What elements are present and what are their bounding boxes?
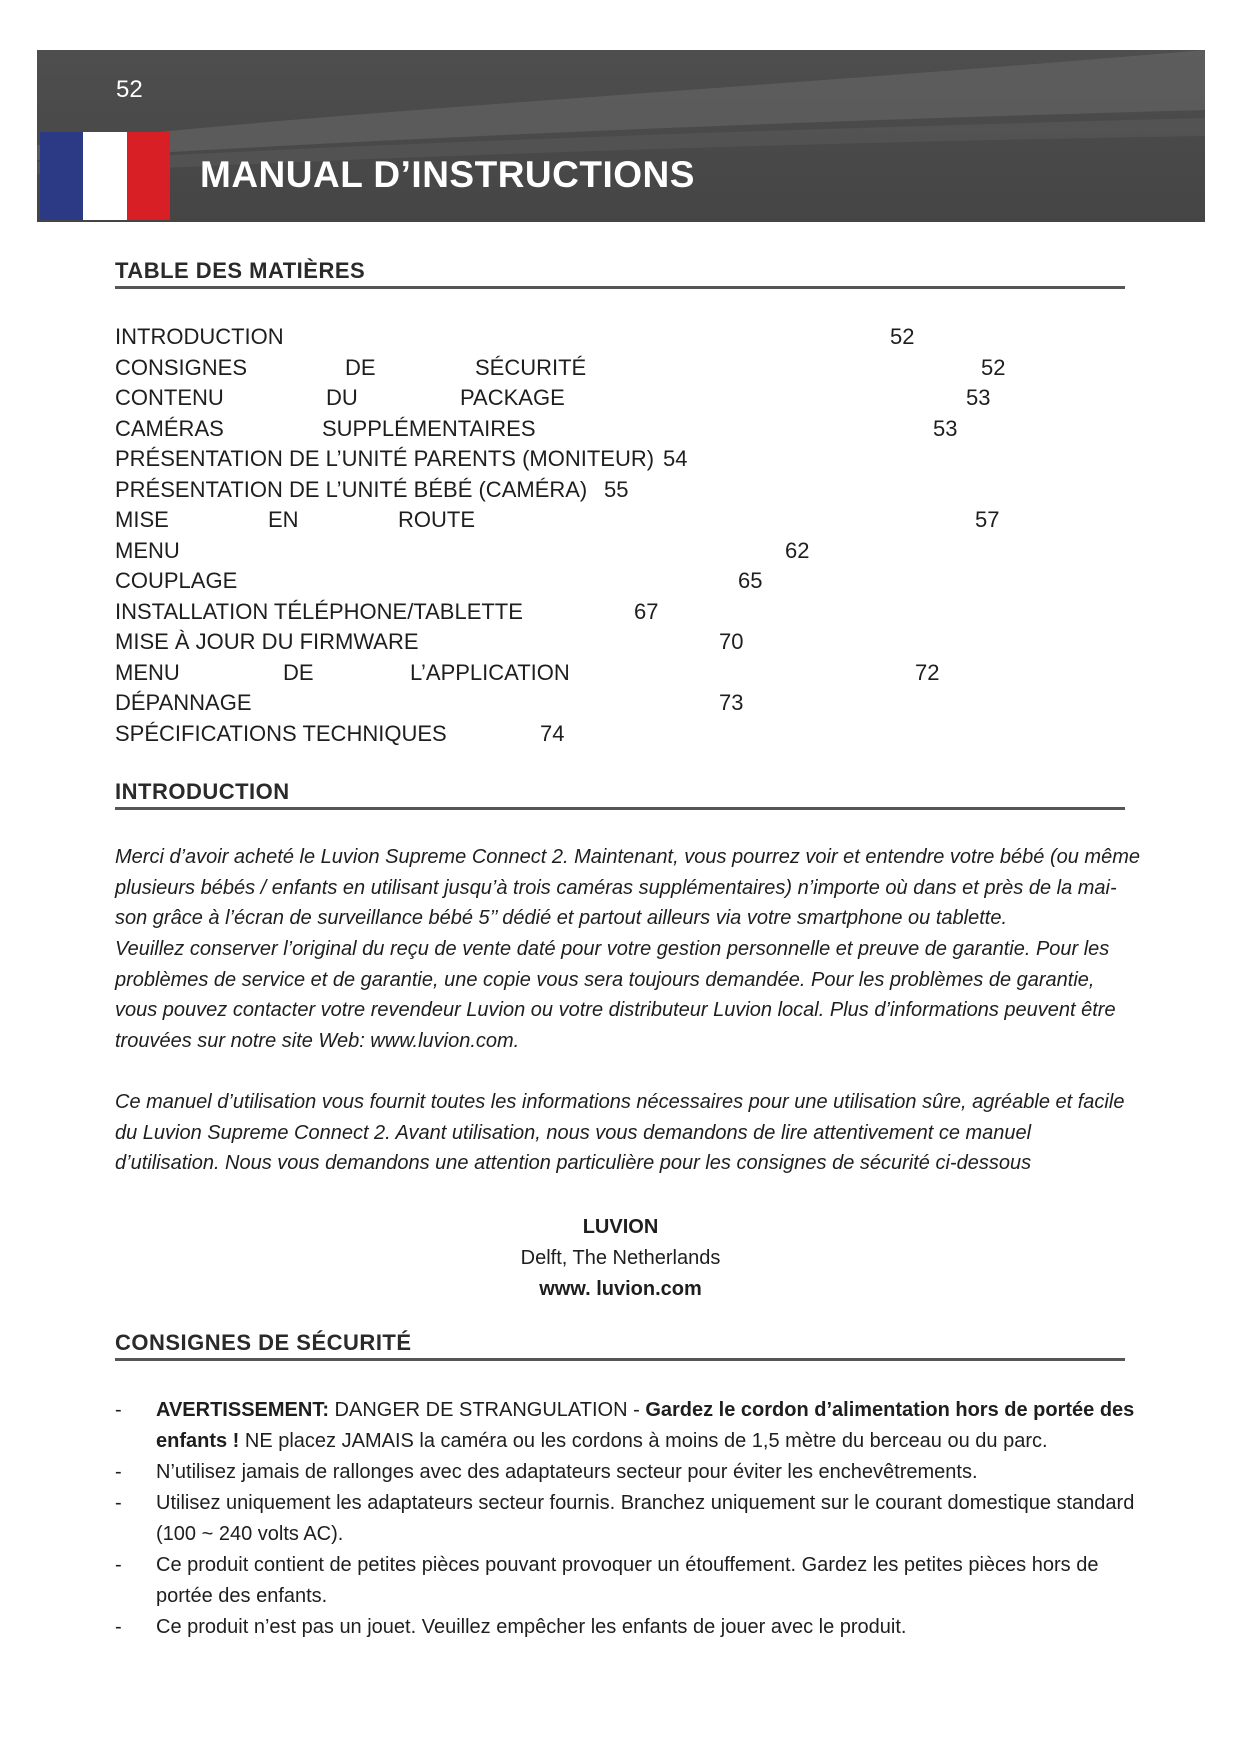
toc-entry-word: CONTENU [115,385,224,410]
list-dash: - [115,1461,122,1483]
toc-entry-title: DÉPANNAGE [115,690,252,715]
toc-entry-page: 74 [540,721,565,746]
toc-entry-word: DE [345,355,376,380]
french-flag [40,132,170,220]
toc-entry-page: 52 [981,355,1006,380]
toc-entry-page: 54 [663,446,688,471]
toc-entry-title: PRÉSENTATION DE L’UNITÉ BÉBÉ (CAMÉRA) [115,477,588,502]
page-title: MANUAL D’INSTRUCTIONS [200,154,695,195]
header-swoosh [37,50,1205,222]
company-website[interactable]: www. luvion.com [539,1278,702,1300]
warning-rest-text: NE placez JAMAIS la caméra ou les cordons à moins de 1,5 mètre du berceau ou du parc. [239,1430,1048,1452]
toc-entry-word: PACKAGE [460,385,565,410]
list-dash: - [115,1554,122,1576]
safety-heading: CONSIGNES DE SÉCURITÉ [115,1330,1125,1361]
safety-item-text: Ce produit n’est pas un jouet. Veuillez empêcher les enfants de jouer avec le produit. [156,1616,907,1638]
toc-entry-title: MENU [115,538,180,563]
safety-item-text: Utilisez uniquement les adaptateurs secteur fournis. Branchez uniquement sur le courant domestique standard (100 ~ 240 volts AC). [156,1492,1135,1545]
toc-entry-page: 53 [933,416,958,441]
header-bar [37,50,1205,222]
company-name: LUVION [582,1216,659,1238]
toc-entry-title: INSTALLATION TÉLÉPHONE/TABLETTE [115,599,523,624]
flag-white-stripe [83,132,126,220]
list-dash: - [115,1492,122,1514]
toc-entry-page: 70 [719,629,744,654]
toc-entry-word: MISE [115,507,169,532]
toc-entry-title: MISE À JOUR DU FIRMWARE [115,629,419,654]
introduction-heading: INTRODUCTION [115,779,1125,810]
toc-entry-word: DE [283,660,314,685]
safety-item-text: Ce produit contient de petites pièces pouvant provoquer un étouffement. Gardez les petites pièces hors de portée des enfants. [156,1554,1099,1607]
toc-entry-page: 72 [915,660,940,685]
flag-blue-stripe [40,132,83,220]
safety-item [115,1612,1135,1643]
warning-label: AVERTISSEMENT: [156,1399,329,1421]
flag-red-stripe [127,132,170,220]
toc-entry-page: 73 [719,690,744,715]
page-number: 52 [116,76,143,103]
toc-entry-title: INTRODUCTION [115,324,284,349]
toc-entry-word: SUPPLÉMENTAIRES [322,416,536,441]
safety-item [115,1457,1135,1488]
toc-entry-word: MENU [115,660,180,685]
toc-entry-page: 53 [966,385,991,410]
toc-entry-title: SPÉCIFICATIONS TECHNIQUES [115,721,447,746]
list-dash: - [115,1616,122,1638]
toc-entry-page: 55 [604,477,629,502]
warning-bold-text: Gardez le cordon d’alimentation hors de portée des enfants ! [156,1399,1135,1452]
toc-entry-page: 67 [634,599,659,624]
intro-paragraph-1: Merci d’avoir acheté le Luvion Supreme Connect 2. Maintenant, vous pourrez voir et entendre votre bébé (ou même plusieurs bébés / enfants en utilisant jusqu’à trois caméras supplémentaires) n’importe où dans et près de la mai-son grâce à l’écran de surveillance bébé 5’’ dédié et partout ailleurs via votre smartphone ou tablette. [115,846,1140,929]
list-dash: - [115,1399,122,1421]
toc-heading: TABLE DES MATIÈRES [115,258,1125,289]
intro-paragraph-2: Veuillez conserver l’original du reçu de vente daté pour votre gestion personnelle et preuve de garantie. Pour les problèmes de service et de garantie, une copie vous sera toujours demandée. Pour les problèmes de garantie, vous pouvez contacter votre revendeur Luvion ou votre distributeur Luvion local. Plus d’informations peuvent être trouvées sur notre site Web: www.luvion.com. [115,938,1116,1052]
safety-item [115,1488,1135,1550]
toc-entry-page: 62 [785,538,810,563]
company-info [0,1212,1241,1305]
toc-entry-word: EN [268,507,299,532]
toc-entry-title: PRÉSENTATION DE L’UNITÉ PARENTS (MONITEUR) [115,446,655,471]
intro-paragraph-3: Ce manuel d’utilisation vous fournit toutes les informations nécessaires pour une utilisation sûre, agréable et facile du Luvion Supreme Connect 2. Avant utilisation, nous vous demandons de lire attentivement ce manuel d’utilisation. Nous vous demandons une attention particulière pour les consignes de sécurité ci-dessous [115,1091,1125,1174]
toc-entry-word: DU [326,385,358,410]
toc-entry-page: 52 [890,324,915,349]
safety-item-text: N’utilisez jamais de rallonges avec des adaptateurs secteur pour éviter les enchevêtrements. [156,1461,978,1483]
safety-item [115,1395,1135,1457]
toc-entry-word: ROUTE [398,507,475,532]
company-location: Delft, The Netherlands [520,1247,721,1269]
warning-text: DANGER DE STRANGULATION - [328,1399,646,1421]
safety-item-text [156,1395,1135,1457]
toc-entry-word: CAMÉRAS [115,416,224,441]
toc-entry-title: COUPLAGE [115,568,238,593]
toc-entry-word: SÉCURITÉ [475,355,587,380]
safety-item [115,1550,1135,1612]
toc-entry-word: L’APPLICATION [410,660,570,685]
toc-entry-page: 57 [975,507,1000,532]
toc-entry-word: CONSIGNES [115,355,248,380]
toc-entry-page: 65 [738,568,763,593]
